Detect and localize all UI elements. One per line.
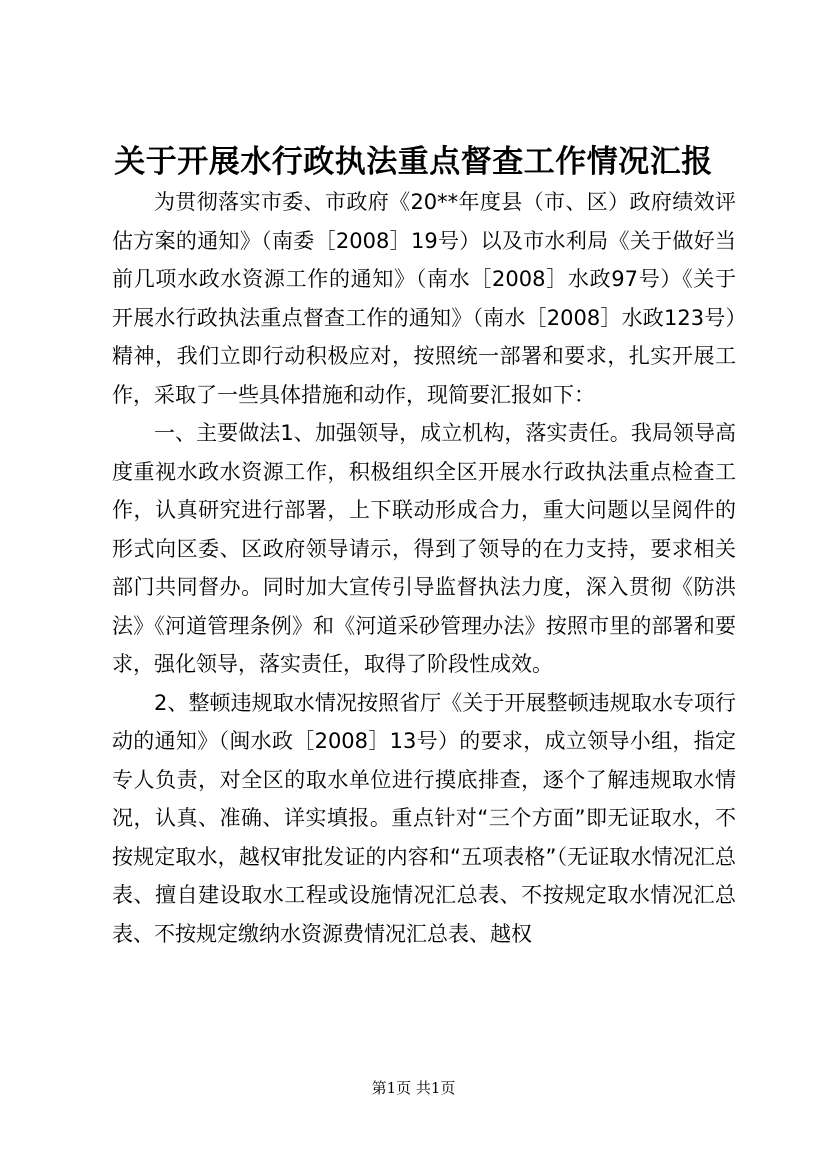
document-body xyxy=(112,183,736,953)
document-title: 关于开展水行政执法重点督查工作情况汇报 xyxy=(114,144,713,180)
paragraph-intro: 为贯彻落实市委、市政府《20**年度县（市、区）政府绩效评估方案的通知》（南委［2008］19号）以及市水利局《关于做好当前几项水政水资源工作的通知》（南水［2008］水政97号）《关于开展水行政执法重点督查工作的通知》（南水［2008］水政123号）精神，我们立即行动积极应对，按照统一部署和要求，扎实开展工作，采取了一些具体措施和动作，现简要汇报如下： xyxy=(112,190,736,407)
paragraph-water-intake: 2、整顿违规取水情况按照省厅《关于开展整顿违规取水专项行动的通知》（闽水政［2008］13号）的要求，成立领导小组，指定专人负责，对全区的取水单位进行摸底排查，逐个了解违规取水情况，认真、准确、详实填报。重点针对“三个方面”即无证取水，不按规定取水，越权审批发证的内容和“五项表格”（无证取水情况汇总表、擅自建设取水工程或设施情况汇总表、不按规定取水情况汇总表、不按规定缴纳水资源费情况汇总表、越权 xyxy=(112,690,736,946)
paragraph-main-measures: 一、主要做法1、加强领导，成立机构，落实责任。我局领导高度重视水政水资源工作，积极组织全区开展水行政执法重点检查工作，认真研究进行部署，上下联动形成合力，重大问题以呈阅件的形式向区委、区政府领导请示，得到了领导的在力支持，要求相关部门共同督办。同时加大宣传引导监督执法力度，深入贯彻《防洪法》《河道管理条例》和《河道采砂管理办法》按照市里的部署和要求，强化领导，落实责任，取得了阶段性成效。 xyxy=(112,421,736,676)
page-number-footer: 第1页 共1页 xyxy=(371,1079,456,1097)
